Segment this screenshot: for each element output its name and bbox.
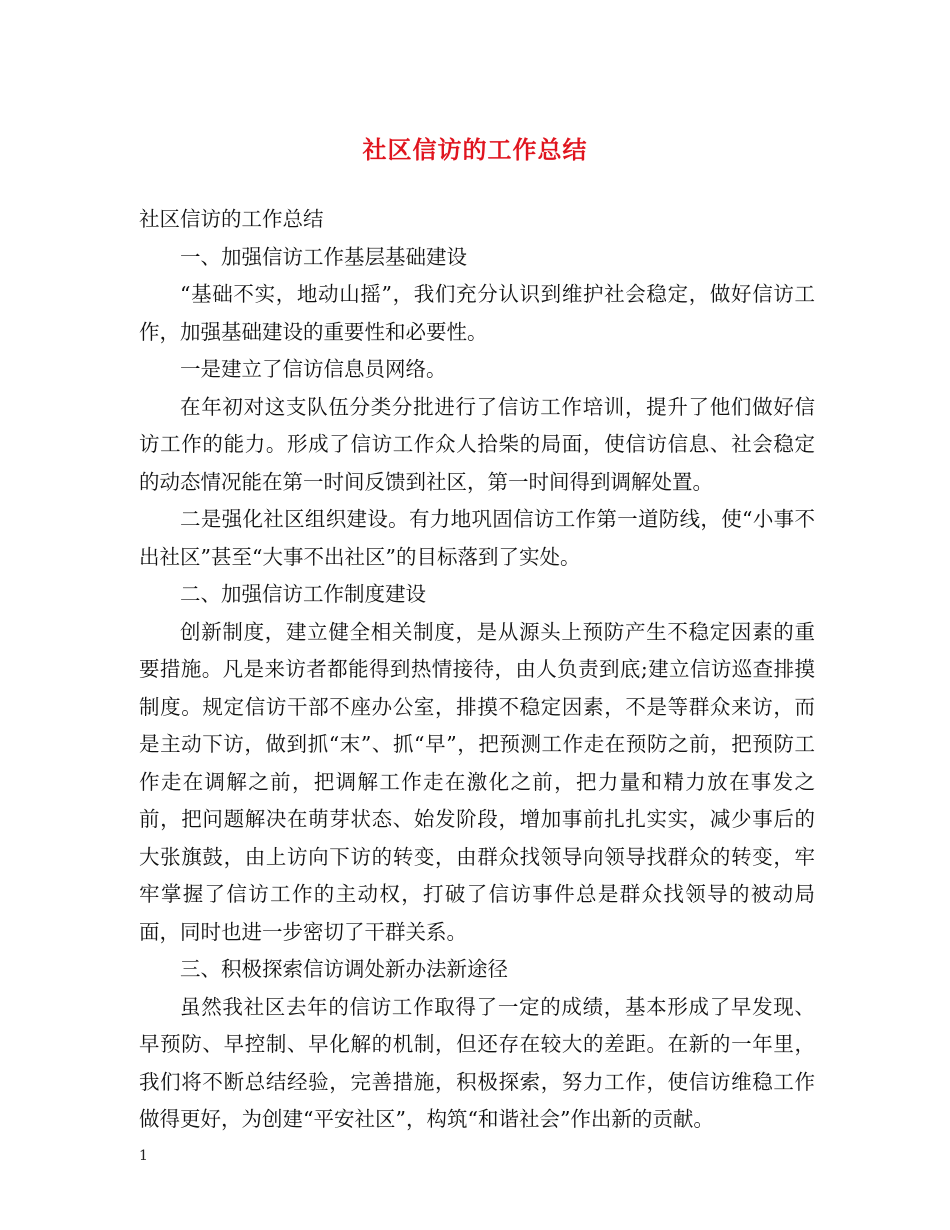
document-title: 社区信访的工作总结: [362, 135, 588, 164]
page-number: 1: [139, 1148, 148, 1164]
paragraph: 虽然我社区去年的信访工作取得了一定的成绩，基本形成了早发现、早预防、早控制、早化解的机制，但还存在较大的差距。在新的一年里，我们将不断总结经验，完善措施，积极探索，努力工作，使信访维稳工作做得更好，为创建“平安社区”，构筑“和谐社会”作出新的贡献。: [139, 994, 815, 1131]
paragraph: “基础不实，地动山摇”，我们充分认识到维护社会稳定，做好信访工作，加强基础建设的重要性和必要性。: [139, 282, 815, 344]
section-heading-2: 二、加强信访工作制度建设: [180, 582, 426, 606]
paragraph: 创新制度，建立健全相关制度，是从源头上预防产生不稳定因素的重要措施。凡是来访者都能得到热情接待，由人负责到底;建立信访巡查排摸制度。规定信访干部不座办公室，排摸不稳定因素，不是等群众来访，而是主动下访，做到抓“末”、抓“早”，把预测工作走在预防之前，把预防工作走在调解之前，把调解工作走在激化之前，把力量和精力放在事发之前，把问题解决在萌芽状态、始发阶段，增加事前扎扎实实，减少事后的大张旗鼓，由上访向下访的转变，由群众找领导向领导找群众的转变，牢牢掌握了信访工作的主动权，打破了信访事件总是群众找领导的被动局面，同时也进一步密切了干群关系。: [139, 619, 815, 944]
section-heading-1: 一、加强信访工作基层基础建设: [180, 244, 467, 269]
paragraph: 一是建立了信访信息员网络。: [180, 357, 447, 381]
section-heading-3: 三、积极探索信访调处新办法新途径: [180, 957, 508, 981]
paragraph: 二是强化社区组织建设。有力地巩固信访工作第一道防线，使“小事不出社区”甚至“大事不出社区”的目标落到了实处。: [139, 507, 815, 569]
document-body: [139, 201, 815, 1139]
paragraph: 社区信访的工作总结: [139, 207, 324, 231]
paragraph: 在年初对这支队伍分类分批进行了信访工作培训，提升了他们做好信访工作的能力。形成了信访工作众人拾柴的局面，使信访信息、社会稳定的动态情况能在第一时间反馈到社区，第一时间得到调解处置。: [139, 394, 815, 494]
